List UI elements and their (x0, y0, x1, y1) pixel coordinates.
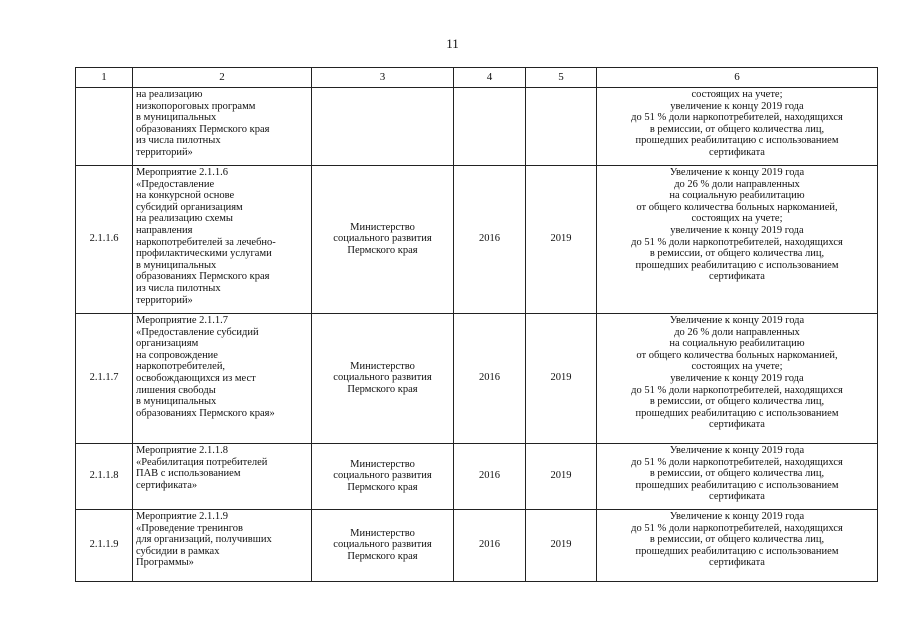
table-row (76, 166, 878, 314)
ministry-text: Министерство социального развития Пермского края (312, 314, 454, 444)
row-number: 2.1.1.6 (76, 166, 133, 314)
end-year: 2019 (526, 314, 597, 444)
result-text: Увеличение к концу 2019 года до 51 % доли наркопотребителей, находящихся в ремиссии, от общего количества лиц, прошедших реабилитацию с использованием сертификата (597, 510, 878, 582)
measures-table (75, 67, 878, 582)
row-number (76, 88, 133, 166)
header-cell: 3 (312, 68, 454, 88)
table-row (76, 314, 878, 444)
measure-text: Мероприятие 2.1.1.9 «Проведение тренингов для организаций, получивших субсидии в рамках Программы» (133, 510, 312, 582)
row-number: 2.1.1.8 (76, 444, 133, 510)
result-text: Увеличение к концу 2019 года до 51 % доли наркопотребителей, находящихся в ремиссии, от общего количества лиц, прошедших реабилитацию с использованием сертификата (597, 444, 878, 510)
table-row (76, 88, 878, 166)
header-cell: 5 (526, 68, 597, 88)
start-year (454, 88, 526, 166)
row-number: 2.1.1.7 (76, 314, 133, 444)
measure-text: на реализацию низкопороговых программ в муниципальных образованиях Пермского края из числа пилотных территорий» (133, 88, 312, 166)
header-cell: 1 (76, 68, 133, 88)
end-year: 2019 (526, 166, 597, 314)
start-year: 2016 (454, 166, 526, 314)
end-year (526, 88, 597, 166)
end-year: 2019 (526, 444, 597, 510)
header-cell: 4 (454, 68, 526, 88)
ministry-text (312, 88, 454, 166)
start-year: 2016 (454, 510, 526, 582)
row-number: 2.1.1.9 (76, 510, 133, 582)
result-text: Увеличение к концу 2019 года до 26 % доли направленных на социальную реабилитацию от общего количества больных наркоманией, состоящих на учете; увеличение к концу 2019 года до 51 % доли наркопотребителей, находящихся в ремиссии, от общего количества лиц, прошедших реабилитацию с использованием сертификата (597, 166, 878, 314)
measure-text: Мероприятие 2.1.1.6 «Предоставление на конкурсной основе субсидий организациям на реализацию схемы направления наркопотребителей за лечебно- профилактическими услугами в муниципальных образованиях Пермского края из числа пилотных территорий» (133, 166, 312, 314)
end-year: 2019 (526, 510, 597, 582)
header-cell: 2 (133, 68, 312, 88)
page-number: 11 (446, 36, 459, 51)
measure-text: Мероприятие 2.1.1.7 «Предоставление субсидий организациям на сопровождение наркопотребителей, освобождающихся из мест лишения свободы в муниципальных образованиях Пермского края» (133, 314, 312, 444)
header-row (76, 68, 878, 88)
start-year: 2016 (454, 444, 526, 510)
start-year: 2016 (454, 314, 526, 444)
result-text: Увеличение к концу 2019 года до 26 % доли направленных на социальную реабилитацию от общего количества больных наркоманией, состоящих на учете; увеличение к концу 2019 года до 51 % доли наркопотребителей, находящихся в ремиссии, от общего количества лиц, прошедших реабилитацию с использованием сертификата (597, 314, 878, 444)
ministry-text: Министерство социального развития Пермского края (312, 510, 454, 582)
measure-text: Мероприятие 2.1.1.8 «Реабилитация потребителей ПАВ с использованием сертификата» (133, 444, 312, 510)
ministry-text: Министерство социального развития Пермского края (312, 444, 454, 510)
table-row (76, 444, 878, 510)
result-text: состоящих на учете; увеличение к концу 2019 года до 51 % доли наркопотребителей, находящихся в ремиссии, от общего количества лиц, прошедших реабилитацию с использованием сертификата (597, 88, 878, 166)
header-cell: 6 (597, 68, 878, 88)
ministry-text: Министерство социального развития Пермского края (312, 166, 454, 314)
table-row (76, 510, 878, 582)
